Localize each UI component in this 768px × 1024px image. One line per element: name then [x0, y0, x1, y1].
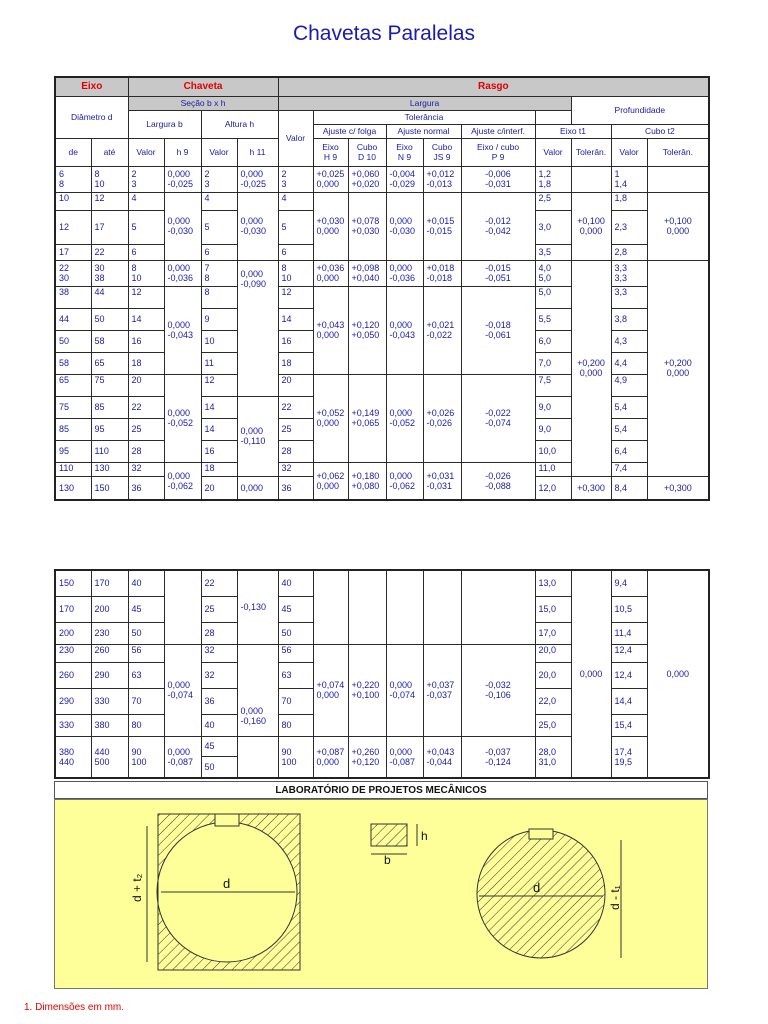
cell-h11: 0,000 -0,090 — [237, 260, 278, 396]
cell-h11: 0,000 -0,160 — [237, 644, 278, 736]
cell-ate: 22 — [91, 244, 128, 260]
cell-valor: 2 3 — [278, 166, 313, 192]
cell-P9: -0,037 -0,124 — [461, 736, 535, 778]
cell-H9: +0,043 0,000 — [313, 286, 348, 374]
cell-h: 36 — [201, 688, 237, 714]
cell-ate: 110 — [91, 440, 128, 462]
cell-ate: 200 — [91, 596, 128, 622]
cell-ate: 17 — [91, 210, 128, 244]
cell-P9 — [461, 570, 535, 644]
cell-t2-tol: +0,300 — [647, 476, 709, 500]
cell-valor: 18 — [278, 352, 313, 374]
cell-H9: +0,087 0,000 — [313, 736, 348, 778]
cell-de: 230 — [55, 644, 91, 662]
cell-de: 17 — [55, 244, 91, 260]
header-altura-h: Altura h — [201, 110, 278, 138]
cell-de: 150 — [55, 570, 91, 596]
cell-valor: 6 — [278, 244, 313, 260]
keys-table-top — [54, 76, 710, 501]
cell-de: 75 — [55, 396, 91, 418]
cell-P9: -0,012 -0,042 — [461, 192, 535, 260]
cell-h: 32 — [201, 662, 237, 688]
cell-t1: 3,5 — [535, 244, 571, 260]
cell-ate: 44 — [91, 286, 128, 308]
cell-valor: 4 — [278, 192, 313, 210]
header-ajuste-folga: Ajuste c/ folga — [313, 124, 386, 138]
cell-b: 20 — [128, 374, 164, 396]
header-de: de — [55, 138, 91, 166]
shaft-dt-label: d - t₁ — [608, 885, 622, 910]
cell-H9: +0,062 0,000 — [313, 462, 348, 500]
cell-t2-tol: +0,200 0,000 — [647, 260, 709, 476]
cell-D10: +0,149 +0,065 — [348, 374, 386, 462]
cell-h: 10 — [201, 330, 237, 352]
cell-N9: 0,000 -0,087 — [386, 736, 423, 778]
cell-b: 32 — [128, 462, 164, 476]
cell-ate: 75 — [91, 374, 128, 396]
cell-de: 380 440 — [55, 736, 91, 778]
cell-de: 330 — [55, 714, 91, 736]
cell-H9: +0,036 0,000 — [313, 260, 348, 286]
cell-b: 40 — [128, 570, 164, 596]
cell-t1-tol: 0,000 — [571, 570, 611, 778]
cell-b: 22 — [128, 396, 164, 418]
header-largura-b: Largura b — [128, 110, 201, 138]
cell-D10: +0,220 +0,100 — [348, 644, 386, 736]
cell-valor: 56 — [278, 644, 313, 662]
cell-h: 6 — [201, 244, 237, 260]
cell-t1: 22,0 — [535, 688, 571, 714]
cell-JS9: +0,026 -0,026 — [423, 374, 461, 462]
cell-ate: 150 — [91, 476, 128, 500]
cell-t1: 12,0 — [535, 476, 571, 500]
cell-JS9: +0,018 -0,018 — [423, 260, 461, 286]
cell-b: 63 — [128, 662, 164, 688]
cell-valor: 5 — [278, 210, 313, 244]
header-cubo-d10: Cubo D 10 — [348, 138, 386, 166]
cell-h11: 0,000 — [237, 476, 278, 500]
cell-de: 110 — [55, 462, 91, 476]
cell-valor: 20 — [278, 374, 313, 396]
header-eixo: Eixo — [55, 77, 128, 96]
cell-D10: +0,180 +0,080 — [348, 462, 386, 500]
cell-b: 36 — [128, 476, 164, 500]
cell-h9: 0,000 -0,036 — [164, 260, 201, 286]
cell-de: 95 — [55, 440, 91, 462]
cell-ate: 65 — [91, 352, 128, 374]
cell-h: 22 — [201, 570, 237, 596]
cell-h9: 0,000 -0,030 — [164, 192, 201, 260]
header-h-valor: Valor — [201, 138, 237, 166]
cell-t1: 28,0 31,0 — [535, 736, 571, 778]
page-title: Chavetas Paralelas — [292, 22, 476, 45]
cell-valor: 32 — [278, 462, 313, 476]
cell-valor: 16 — [278, 330, 313, 352]
cell-t2-tol: +0,100 0,000 — [647, 192, 709, 260]
cell-de: 50 — [55, 330, 91, 352]
cell-h: 12 — [201, 374, 237, 396]
cell-t1: 5,0 — [535, 286, 571, 308]
cell-D10: +0,098 +0,040 — [348, 260, 386, 286]
cell-JS9 — [423, 570, 461, 644]
cell-JS9: +0,021 -0,022 — [423, 286, 461, 374]
cell-H9: +0,025 0,000 — [313, 166, 348, 192]
cell-t2: 6,4 — [611, 440, 647, 462]
cell-de: 130 — [55, 476, 91, 500]
cell-h9 — [164, 570, 201, 644]
cell-N9: 0,000 -0,036 — [386, 260, 423, 286]
cell-D10: +0,060 +0,020 — [348, 166, 386, 192]
cell-t1: 10,0 — [535, 440, 571, 462]
cell-N9 — [386, 570, 423, 644]
cell-h: 5 — [201, 210, 237, 244]
cell-N9: 0,000 -0,030 — [386, 192, 423, 260]
keys-table-bottom — [54, 569, 710, 779]
cell-t2: 8,4 — [611, 476, 647, 500]
cell-h: 32 — [201, 644, 237, 662]
cell-t1-tol: +0,100 0,000 — [571, 192, 611, 260]
cell-t2: 10,5 — [611, 596, 647, 622]
cell-t2: 9,4 — [611, 570, 647, 596]
cell-H9 — [313, 570, 348, 644]
hub-dt-label: d + t₂ — [130, 873, 144, 902]
cell-D10: +0,120 +0,050 — [348, 286, 386, 374]
cell-t1: 13,0 — [535, 570, 571, 596]
cell-H9: +0,052 0,000 — [313, 374, 348, 462]
cell-P9: -0,026 -0,088 — [461, 462, 535, 500]
cell-b: 70 — [128, 688, 164, 714]
header-t1-valor: Valor — [535, 138, 571, 166]
cell-h9: 0,000 -0,043 — [164, 286, 201, 374]
cell-h11: 0,000 -0,030 — [237, 192, 278, 260]
cell-JS9: +0,043 -0,044 — [423, 736, 461, 778]
cell-b: 6 — [128, 244, 164, 260]
cell-de: 10 — [55, 192, 91, 210]
cell-ate: 8 10 — [91, 166, 128, 192]
cell-ate: 12 — [91, 192, 128, 210]
cell-valor: 14 — [278, 308, 313, 330]
header-chaveta: Chaveta — [128, 77, 278, 96]
cell-b: 25 — [128, 418, 164, 440]
cell-valor: 40 — [278, 570, 313, 596]
cell-t1-tol — [571, 166, 611, 192]
cell-b: 5 — [128, 210, 164, 244]
cell-de: 44 — [55, 308, 91, 330]
cell-h: 40 — [201, 714, 237, 736]
cell-h: 28 — [201, 622, 237, 644]
cell-b: 56 — [128, 644, 164, 662]
header-ajuste-normal: Ajuste normal — [386, 124, 461, 138]
cell-N9: 0,000 -0,062 — [386, 462, 423, 500]
cell-b: 16 — [128, 330, 164, 352]
cell-h9: 0,000 -0,052 — [164, 374, 201, 462]
header-h9: h 9 — [164, 138, 201, 166]
cell-valor: 28 — [278, 440, 313, 462]
cell-h: 18 — [201, 462, 237, 476]
cell-valor: 63 — [278, 662, 313, 688]
cell-h: 25 — [201, 596, 237, 622]
cell-ate: 85 — [91, 396, 128, 418]
header-h11: h 11 — [237, 138, 278, 166]
cell-t1: 7,5 — [535, 374, 571, 396]
cell-b: 28 — [128, 440, 164, 462]
cell-b: 80 — [128, 714, 164, 736]
cell-h: 9 — [201, 308, 237, 330]
cell-t1: 2,5 — [535, 192, 571, 210]
cell-h9: 0,000 -0,087 — [164, 736, 201, 778]
header-ate: até — [91, 138, 128, 166]
cell-t2: 17,4 19,5 — [611, 736, 647, 778]
key-b-label: b — [384, 853, 391, 867]
cell-JS9: +0,015 -0,015 — [423, 192, 461, 260]
key-profile — [371, 824, 428, 867]
cell-de: 65 — [55, 374, 91, 396]
footnote: 1. Dimensões em mm. — [24, 1002, 125, 1013]
cell-de: 85 — [55, 418, 91, 440]
shaft-section — [477, 829, 622, 958]
cell-ate: 260 — [91, 644, 128, 662]
cell-t2: 2,8 — [611, 244, 647, 260]
cell-valor: 50 — [278, 622, 313, 644]
cell-N9: 0,000 -0,074 — [386, 644, 423, 736]
cell-P9: -0,015 -0,051 — [461, 260, 535, 286]
cell-h9: 0,000 -0,074 — [164, 644, 201, 736]
cell-t1: 5,5 — [535, 308, 571, 330]
cell-ate: 95 — [91, 418, 128, 440]
cell-b: 12 — [128, 286, 164, 308]
cell-b: 45 — [128, 596, 164, 622]
cell-H9: +0,074 0,000 — [313, 644, 348, 736]
cell-t2: 1 1,4 — [611, 166, 647, 192]
cell-t2: 4,9 — [611, 374, 647, 396]
cell-t2: 12,4 — [611, 644, 647, 662]
cell-t2: 11,4 — [611, 622, 647, 644]
cell-t2: 3,8 — [611, 308, 647, 330]
cell-h: 14 — [201, 418, 237, 440]
cell-t1: 17,0 — [535, 622, 571, 644]
cell-de: 58 — [55, 352, 91, 374]
cell-t1: 20,0 — [535, 662, 571, 688]
cell-ate: 30 38 — [91, 260, 128, 286]
cell-de: 38 — [55, 286, 91, 308]
header-secao: Seção b x h — [128, 96, 278, 110]
header-rasgo: Rasgo — [278, 77, 709, 96]
cell-b: 18 — [128, 352, 164, 374]
cell-b: 2 3 — [128, 166, 164, 192]
cell-ate: 50 — [91, 308, 128, 330]
cell-P9: -0,022 -0,074 — [461, 374, 535, 462]
cell-h9: 0,000 -0,062 — [164, 462, 201, 500]
header-cubo-t2: Cubo t2 — [611, 124, 709, 138]
header-valor: Valor — [278, 110, 313, 166]
cell-valor: 70 — [278, 688, 313, 714]
cell-D10: +0,260 +0,120 — [348, 736, 386, 778]
cell-ate: 130 — [91, 462, 128, 476]
cell-t1: 20,0 — [535, 644, 571, 662]
cell-N9: -0,004 -0,029 — [386, 166, 423, 192]
cell-t2: 7,4 — [611, 462, 647, 476]
header-eixo-h9: Eixo H 9 — [313, 138, 348, 166]
header-largura: Largura — [278, 96, 571, 110]
cell-D10 — [348, 570, 386, 644]
cell-ate: 170 — [91, 570, 128, 596]
cell-t2: 3,3 3,3 — [611, 260, 647, 286]
cell-ate: 330 — [91, 688, 128, 714]
cell-t1: 9,0 — [535, 418, 571, 440]
header-diametro: Diâmetro d — [55, 96, 128, 138]
cell-t2: 15,4 — [611, 714, 647, 736]
shaft-d-label: d — [533, 880, 541, 895]
cell-ate: 440 500 — [91, 736, 128, 778]
cell-t2: 5,4 — [611, 396, 647, 418]
cell-t1: 11,0 — [535, 462, 571, 476]
header-profundidade: Profundidade — [571, 96, 709, 124]
cell-t1-tol: +0,200 0,000 — [571, 260, 611, 476]
header-eixo-t1: Eixo t1 — [535, 124, 611, 138]
cell-valor: 36 — [278, 476, 313, 500]
cell-ate: 58 — [91, 330, 128, 352]
cell-h: 11 — [201, 352, 237, 374]
header-t2-valor: Valor — [611, 138, 647, 166]
cell-ate: 290 — [91, 662, 128, 688]
cell-valor: 22 — [278, 396, 313, 418]
cell-JS9: +0,031 -0,031 — [423, 462, 461, 500]
cell-t2: 4,3 — [611, 330, 647, 352]
cell-t1: 4,0 5,0 — [535, 260, 571, 286]
cell-b: 4 — [128, 192, 164, 210]
cell-h: 45 — [201, 736, 237, 756]
cell-t1-tol: +0,300 — [571, 476, 611, 500]
cell-JS9: +0,012 -0,013 — [423, 166, 461, 192]
cell-b: 90 100 — [128, 736, 164, 778]
key-drawing — [55, 800, 707, 988]
cell-valor: 25 — [278, 418, 313, 440]
cell-t1: 25,0 — [535, 714, 571, 736]
cell-t2: 12,4 — [611, 662, 647, 688]
cell-h: 14 — [201, 396, 237, 418]
cell-H9: +0,030 0,000 — [313, 192, 348, 260]
cell-P9: -0,006 -0,031 — [461, 166, 535, 192]
cell-P9: -0,018 -0,061 — [461, 286, 535, 374]
cell-h11: -0,130 — [237, 570, 278, 644]
cell-JS9: +0,037 -0,037 — [423, 644, 461, 736]
cell-P9: -0,032 -0,106 — [461, 644, 535, 736]
cell-valor: 12 — [278, 286, 313, 308]
cell-de: 22 30 — [55, 260, 91, 286]
header-eixo-cubo-p9: Eixo / cubo P 9 — [461, 138, 535, 166]
cell-t2-tol — [647, 166, 709, 192]
cell-de: 200 — [55, 622, 91, 644]
header-eixo-n9: Eixo N 9 — [386, 138, 423, 166]
cell-h: 4 — [201, 192, 237, 210]
cell-h: 7 8 — [201, 260, 237, 286]
cell-N9: 0,000 -0,052 — [386, 374, 423, 462]
cell-t2: 4,4 — [611, 352, 647, 374]
cell-t2: 14,4 — [611, 688, 647, 714]
cell-valor: 8 10 — [278, 260, 313, 286]
cell-ate: 380 — [91, 714, 128, 736]
hub-section — [130, 814, 300, 970]
header-ajuste-interf: Ajuste c/interf. — [461, 124, 535, 138]
cell-de: 290 — [55, 688, 91, 714]
cell-t1: 15,0 — [535, 596, 571, 622]
cell-h: 2 3 — [201, 166, 237, 192]
cell-de: 170 — [55, 596, 91, 622]
header-b-valor: Valor — [128, 138, 164, 166]
cell-h11: 0,000 -0,110 — [237, 396, 278, 476]
cell-h11 — [237, 736, 278, 778]
header-cubo-js9: Cubo JS 9 — [423, 138, 461, 166]
cell-de: 12 — [55, 210, 91, 244]
cell-h: 50 — [201, 756, 237, 778]
cell-t1: 9,0 — [535, 396, 571, 418]
cell-valor: 45 — [278, 596, 313, 622]
cell-b: 8 10 — [128, 260, 164, 286]
cell-t1: 3,0 — [535, 210, 571, 244]
cell-t2: 3,3 — [611, 286, 647, 308]
cell-t2-tol: 0,000 — [647, 570, 709, 778]
cell-h9: 0,000 -0,025 — [164, 166, 201, 192]
header-t1-toleran: Tolerân. — [571, 138, 611, 166]
key-h-label: h — [421, 829, 428, 843]
cell-de: 6 8 — [55, 166, 91, 192]
cell-b: 14 — [128, 308, 164, 330]
cell-ate: 230 — [91, 622, 128, 644]
cell-t2: 1,8 — [611, 192, 647, 210]
cell-D10: +0,078 +0,030 — [348, 192, 386, 260]
cell-de: 260 — [55, 662, 91, 688]
cell-t2: 5,4 — [611, 418, 647, 440]
cell-t1: 7,0 — [535, 352, 571, 374]
cell-h: 20 — [201, 476, 237, 500]
cell-valor: 90 100 — [278, 736, 313, 778]
cell-h: 16 — [201, 440, 237, 462]
cell-N9: 0,000 -0,043 — [386, 286, 423, 374]
cell-b: 50 — [128, 622, 164, 644]
cell-h11: 0,000 -0,025 — [237, 166, 278, 192]
cell-h: 8 — [201, 286, 237, 308]
header-t2-toleran: Tolerân. — [647, 138, 709, 166]
cell-t1: 1,2 1,8 — [535, 166, 571, 192]
hub-d-label: d — [223, 876, 231, 891]
key-drawing-panel — [54, 799, 708, 989]
cell-t1: 6,0 — [535, 330, 571, 352]
header-tolerancia: Tolerância — [313, 110, 535, 124]
cell-valor: 80 — [278, 714, 313, 736]
cell-t2: 2,3 — [611, 210, 647, 244]
lab-title: LABORATÓRIO DE PROJETOS MECÂNICOS — [54, 781, 708, 799]
